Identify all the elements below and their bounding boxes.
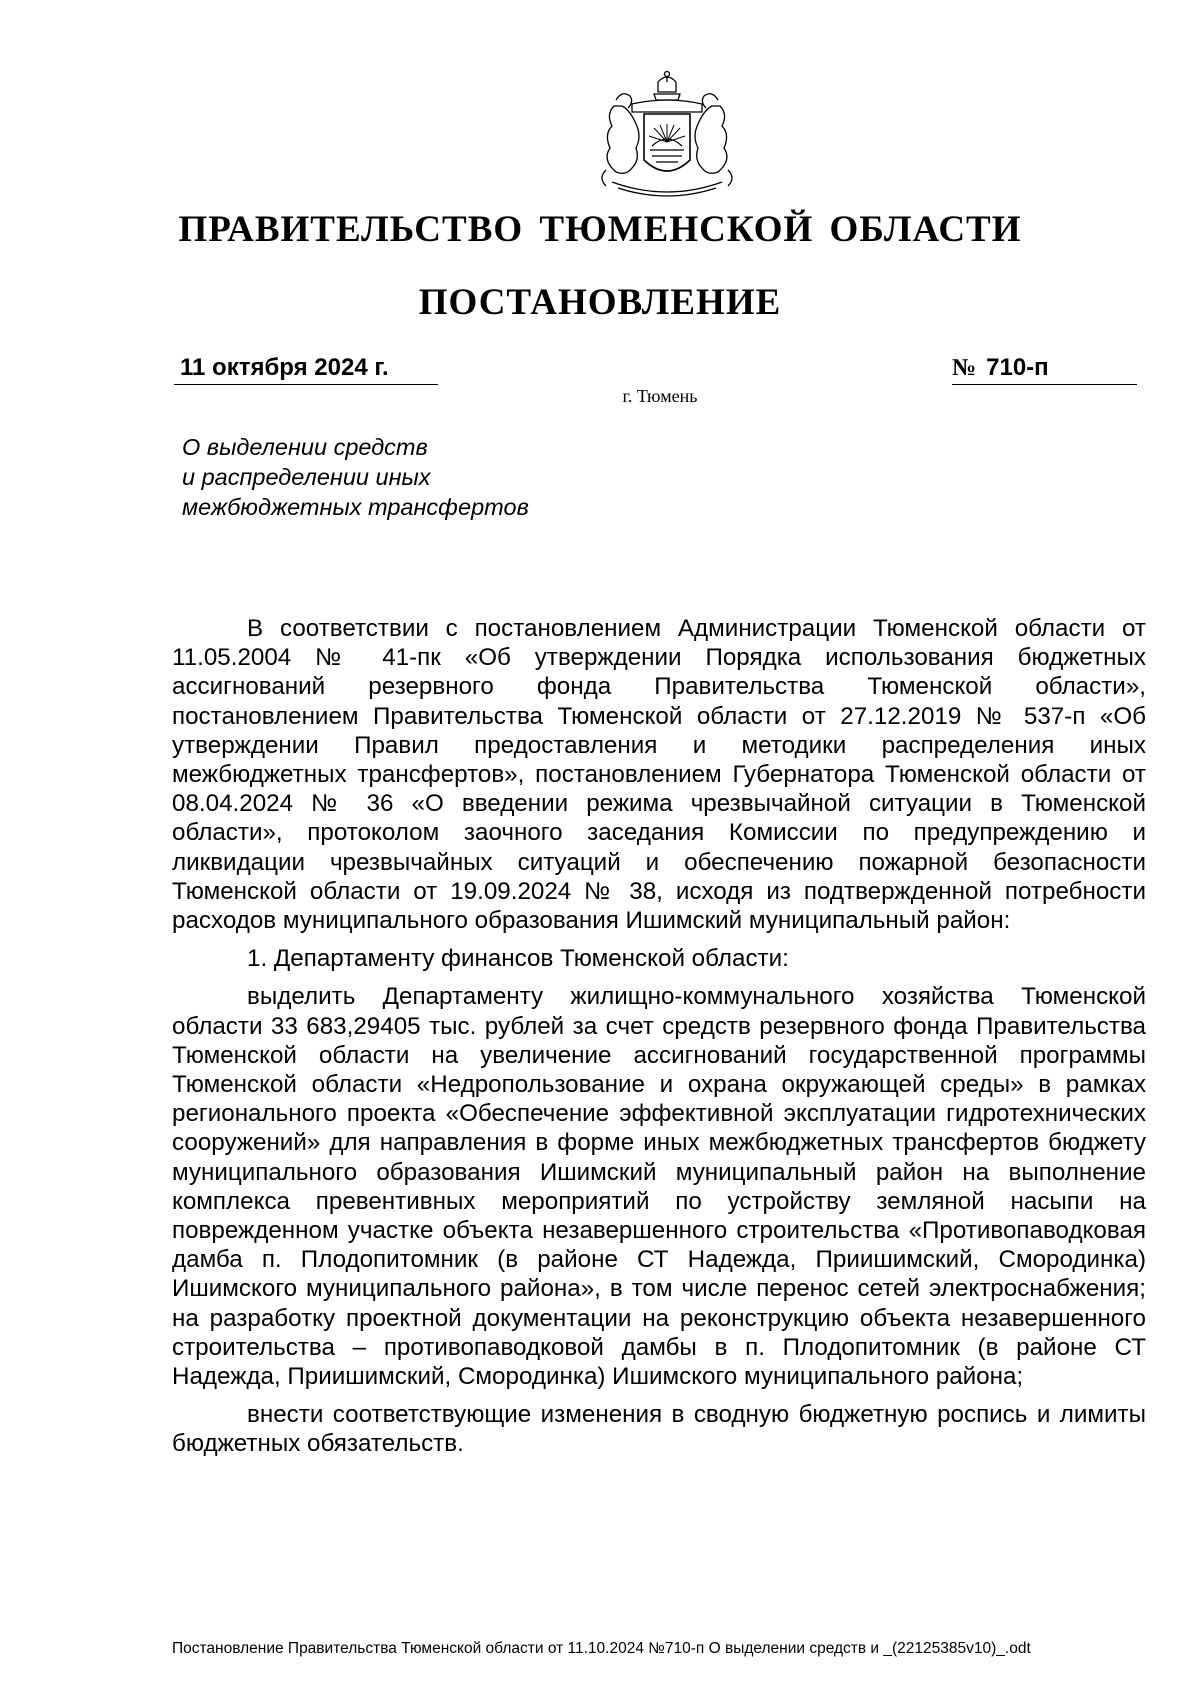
preamble-paragraph: В соответствии с постановлением Администрации Тюменской области от 11.05.2004 № 41-пк «Об утверждении Порядка использования бюджетных ассигнований резервного фонда Правительства Тюменской области», постановлением Правительства Тюменской области от 27.12.2019 № 537-п «Об утверждении Правил предоставления и методики распределения иных межбюджетных трансфертов», постановлением Губернатора Тюменской области от 08.04.2024 № 36 «О введении режима чрезвычайной ситуации в Тюменской области», протоколом заочного заседания Комиссии по предупреждению и ликвидации чрезвычайных ситуаций и обеспечению пожарной безопасности Тюменской области от 19.09.2024 № 38, исходя из подтвержденной потребности расходов муниципального образования Ишимский муниципальный район: <box>172 615 1146 935</box>
tyumen-oblast-coat-of-arms-icon <box>592 70 742 198</box>
file-footer: Постановление Правительства Тюменской области от 11.10.2024 №710-п О выделении средств и _(22125385v10)_.odt <box>172 1640 1031 1657</box>
document-date: 11 октября 2024 г. <box>174 354 438 385</box>
item-1-paragraph: 1. Департаменту финансов Тюменской области: <box>247 945 789 973</box>
number-sign: № <box>952 355 977 381</box>
document-body <box>172 614 1146 1468</box>
subject-line: межбюджетных трансфертов <box>182 494 529 520</box>
organization-title: ПРАВИТЕЛЬСТВО ТЮМЕНСКОЙ ОБЛАСТИ <box>178 209 1022 250</box>
document-subject <box>182 432 642 522</box>
amend-budget-paragraph: внести соответствующие изменения в сводную бюджетную роспись и лимиты бюджетных обязательств. <box>172 1401 1146 1458</box>
document-number: 710-п <box>986 354 1049 381</box>
allocate-funds-paragraph: выделить Департаменту жилищно-коммунального хозяйства Тюменской области 33 683,29405 тыс. рублей за счет средств резервного фонда Правительства Тюменской области на увеличение ассигнований государственной программы Тюменской области «Недропользование и охрана окружающей среды» в рамках регионального проекта «Обеспечение эффективной эксплуатации гидротехнических сооружений» для направления в форме иных межбюджетных трансфертов бюджету муниципального образования Ишимский муниципальный район на выполнение комплекса превентивных мероприятий по устройству земляной насыпи на поврежденном участке объекта незавершенного строительства «Противопаводковая дамба п. Плодопитомник (в районе СТ Надежда, Приишимский, Смородинка) Ишимского муниципального района», в том числе перенос сетей электроснабжения; на разработку проектной документации на реконструкцию объекта незавершенного строительства – противопаводковой дамбы в п. Плодопитомник (в районе СТ Надежда, Приишимский, Смородинка) Ишимского муниципального района; <box>172 983 1146 1391</box>
document-type-heading: ПОСТАНОВЛЕНИЕ <box>418 282 782 323</box>
document-number-field <box>952 354 1137 385</box>
subject-line: и распределении иных <box>182 464 431 490</box>
subject-line: О выделении средств <box>182 434 428 460</box>
city-of-issue: г. Тюмень <box>622 386 698 406</box>
